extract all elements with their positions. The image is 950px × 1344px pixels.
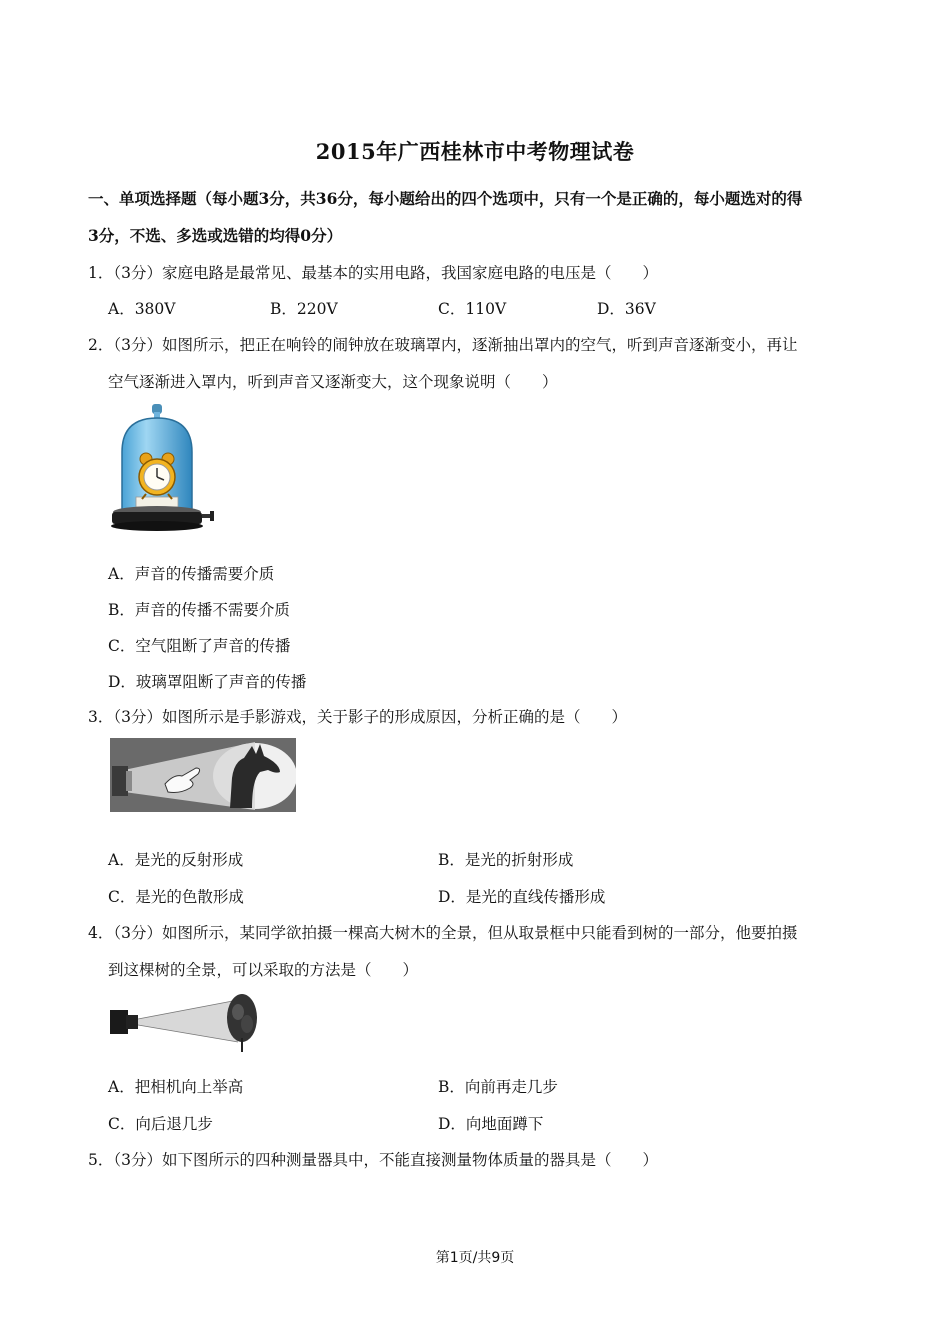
question-3-option-d: D．是光的直线传播形成 <box>438 888 606 906</box>
question-1-text: 1．（3分）家庭电路是最常见、最基本的实用电路，我国家庭电路的电压是（ ） <box>88 264 658 282</box>
question-4-text-line-2: 到这棵树的全景，可以采取的方法是（ ） <box>108 961 419 979</box>
question-1-option-b: B．220V <box>270 300 338 318</box>
question-2-option-a: A．声音的传播需要介质 <box>108 565 275 583</box>
question-1-option-d: D．36V <box>597 300 656 318</box>
question-3-text: 3．（3分）如图所示是手影游戏，关于影子的形成原因，分析正确的是（ ） <box>88 708 627 726</box>
question-2-text-line-1: 2．（3分）如图所示，把正在响铃的闹钟放在玻璃罩内，逐渐抽出罩内的空气，听到声音逐渐变小，再让 <box>88 336 798 354</box>
question-2-option-b: B．声音的传播不需要介质 <box>108 601 290 619</box>
section-heading-line-2: 3分，不选、多选或选错的均得0分） <box>88 226 343 245</box>
question-4-option-c: C．向后退几步 <box>108 1115 213 1133</box>
question-4-option-d: D．向地面蹲下 <box>438 1115 544 1133</box>
page-title: 2015年广西桂林市中考物理试卷 <box>315 139 635 164</box>
bell-jar-alarm-clock-figure <box>108 402 218 534</box>
question-5-text: 5．（3分）如下图所示的四种测量器具中，不能直接测量物体质量的器具是（ ） <box>88 1151 658 1169</box>
page-footer: 第1页/共9页 <box>435 1250 515 1266</box>
question-1-option-a: A．380V <box>108 300 176 318</box>
question-3-option-a: A．是光的反射形成 <box>108 851 244 869</box>
question-3-option-c: C．是光的色散形成 <box>108 888 244 906</box>
section-heading-line-1: 一、单项选择题（每小题3分，共36分，每小题给出的四个选项中，只有一个是正确的，每小题选对的得 <box>88 189 803 208</box>
question-3-option-b: B．是光的折射形成 <box>438 851 574 869</box>
question-4-option-b: B．向前再走几步 <box>438 1078 558 1096</box>
question-1-option-c: C．110V <box>438 300 507 318</box>
question-2-text-line-2: 空气逐渐进入罩内，听到声音又逐渐变大，这个现象说明（ ） <box>108 373 558 391</box>
question-4-option-a: A．把相机向上举高 <box>108 1078 244 1096</box>
hand-shadow-puppet-figure <box>110 738 296 812</box>
question-2-option-c: C．空气阻断了声音的传播 <box>108 637 291 655</box>
question-4-text-line-1: 4．（3分）如图所示，某同学欲拍摄一棵高大树木的全景，但从取景框中只能看到树的一部分，他要拍摄 <box>88 924 798 942</box>
camera-and-tree-figure <box>110 990 260 1052</box>
question-2-option-d: D．玻璃罩阻断了声音的传播 <box>108 673 307 691</box>
